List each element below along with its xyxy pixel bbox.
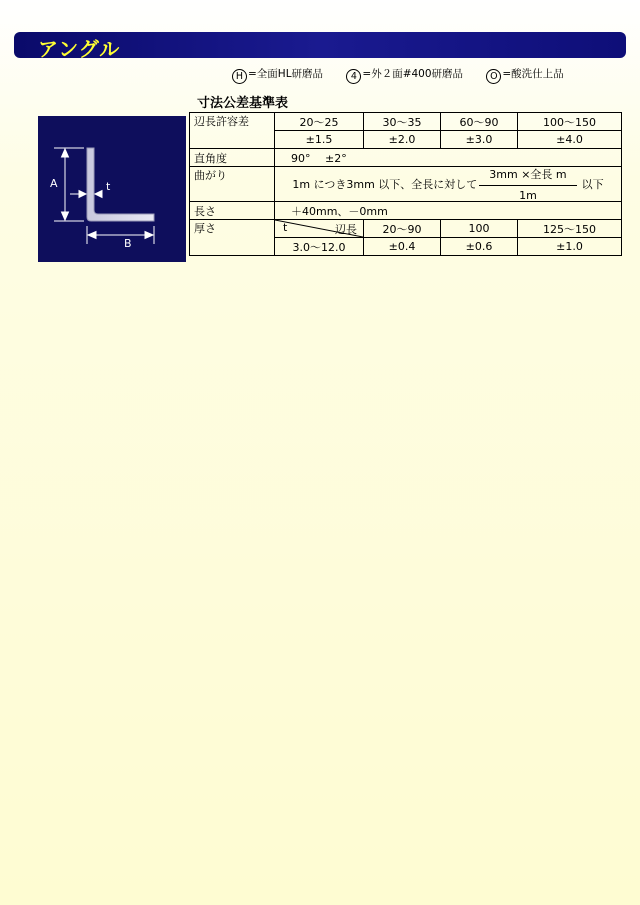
side-range-cell: 20～25 <box>275 113 364 131</box>
bend-value <box>275 167 622 202</box>
dimension-b-label: B <box>124 237 132 250</box>
table-row <box>190 202 622 220</box>
thick-range-cell: 20～90 <box>364 220 441 238</box>
side-label: 辺長許容差 <box>190 113 275 149</box>
side-tol-cell: ±1.5 <box>275 131 364 149</box>
bend-numerator: 3mm ×全長 m <box>479 166 576 186</box>
bend-denominator: 1m <box>519 189 537 202</box>
angle-profile <box>87 148 154 221</box>
thick-corner-cell <box>275 220 364 238</box>
corner-side-label: 辺長 <box>335 223 357 236</box>
side-tol-cell: ±4.0 <box>518 131 622 149</box>
title-bar <box>14 32 626 61</box>
circled-4-icon: 4 <box>346 69 361 84</box>
side-tol-cell: ±2.0 <box>364 131 441 149</box>
bend-label: 曲がり <box>190 167 275 202</box>
page-title: アングル <box>38 37 121 61</box>
side-range-cell: 60～90 <box>441 113 518 131</box>
thick-tol-cell: ±0.6 <box>441 238 518 256</box>
side-range-cell: 30～35 <box>364 113 441 131</box>
tolerance-table <box>189 112 622 256</box>
thick-tol-cell: ±1.0 <box>518 238 622 256</box>
bend-prefix: 1m につき3mm 以下、全長に対して <box>292 178 478 191</box>
angle-label: 直角度 <box>190 149 275 167</box>
legend <box>232 66 584 84</box>
angle-value: 90° ±2° <box>275 149 622 167</box>
table-row <box>190 220 622 238</box>
dimension-a-label: A <box>50 177 58 190</box>
bend-suffix: 以下 <box>581 178 604 191</box>
legend-item-hl: H =全面HL研磨品 <box>232 66 323 84</box>
angle-diagram <box>38 116 186 262</box>
table-heading: 寸法公差基準表 <box>197 96 289 111</box>
dimension-t-label: t <box>106 180 111 193</box>
thick-range-cell: 125～150 <box>518 220 622 238</box>
thick-label: 厚さ <box>190 220 275 256</box>
length-label: 長さ <box>190 202 275 220</box>
legend-item-400: 4 =外２面#400研磨品 <box>346 66 463 84</box>
table-row <box>190 149 622 167</box>
legend-item-pickled: O =酸洗仕上品 <box>486 66 563 84</box>
thick-range-cell: 100 <box>441 220 518 238</box>
side-tol-cell: ±3.0 <box>441 131 518 149</box>
corner-t-label: t <box>283 221 288 234</box>
circled-o-icon: O <box>486 69 501 84</box>
length-value: ＋40mm、－0mm <box>275 202 622 220</box>
bend-fraction <box>479 166 576 202</box>
thick-t-range: 3.0～12.0 <box>275 238 364 256</box>
circled-h-icon: H <box>232 69 247 84</box>
table-row <box>190 113 622 131</box>
thick-tol-cell: ±0.4 <box>364 238 441 256</box>
side-range-cell: 100～150 <box>518 113 622 131</box>
table-row <box>190 167 622 202</box>
